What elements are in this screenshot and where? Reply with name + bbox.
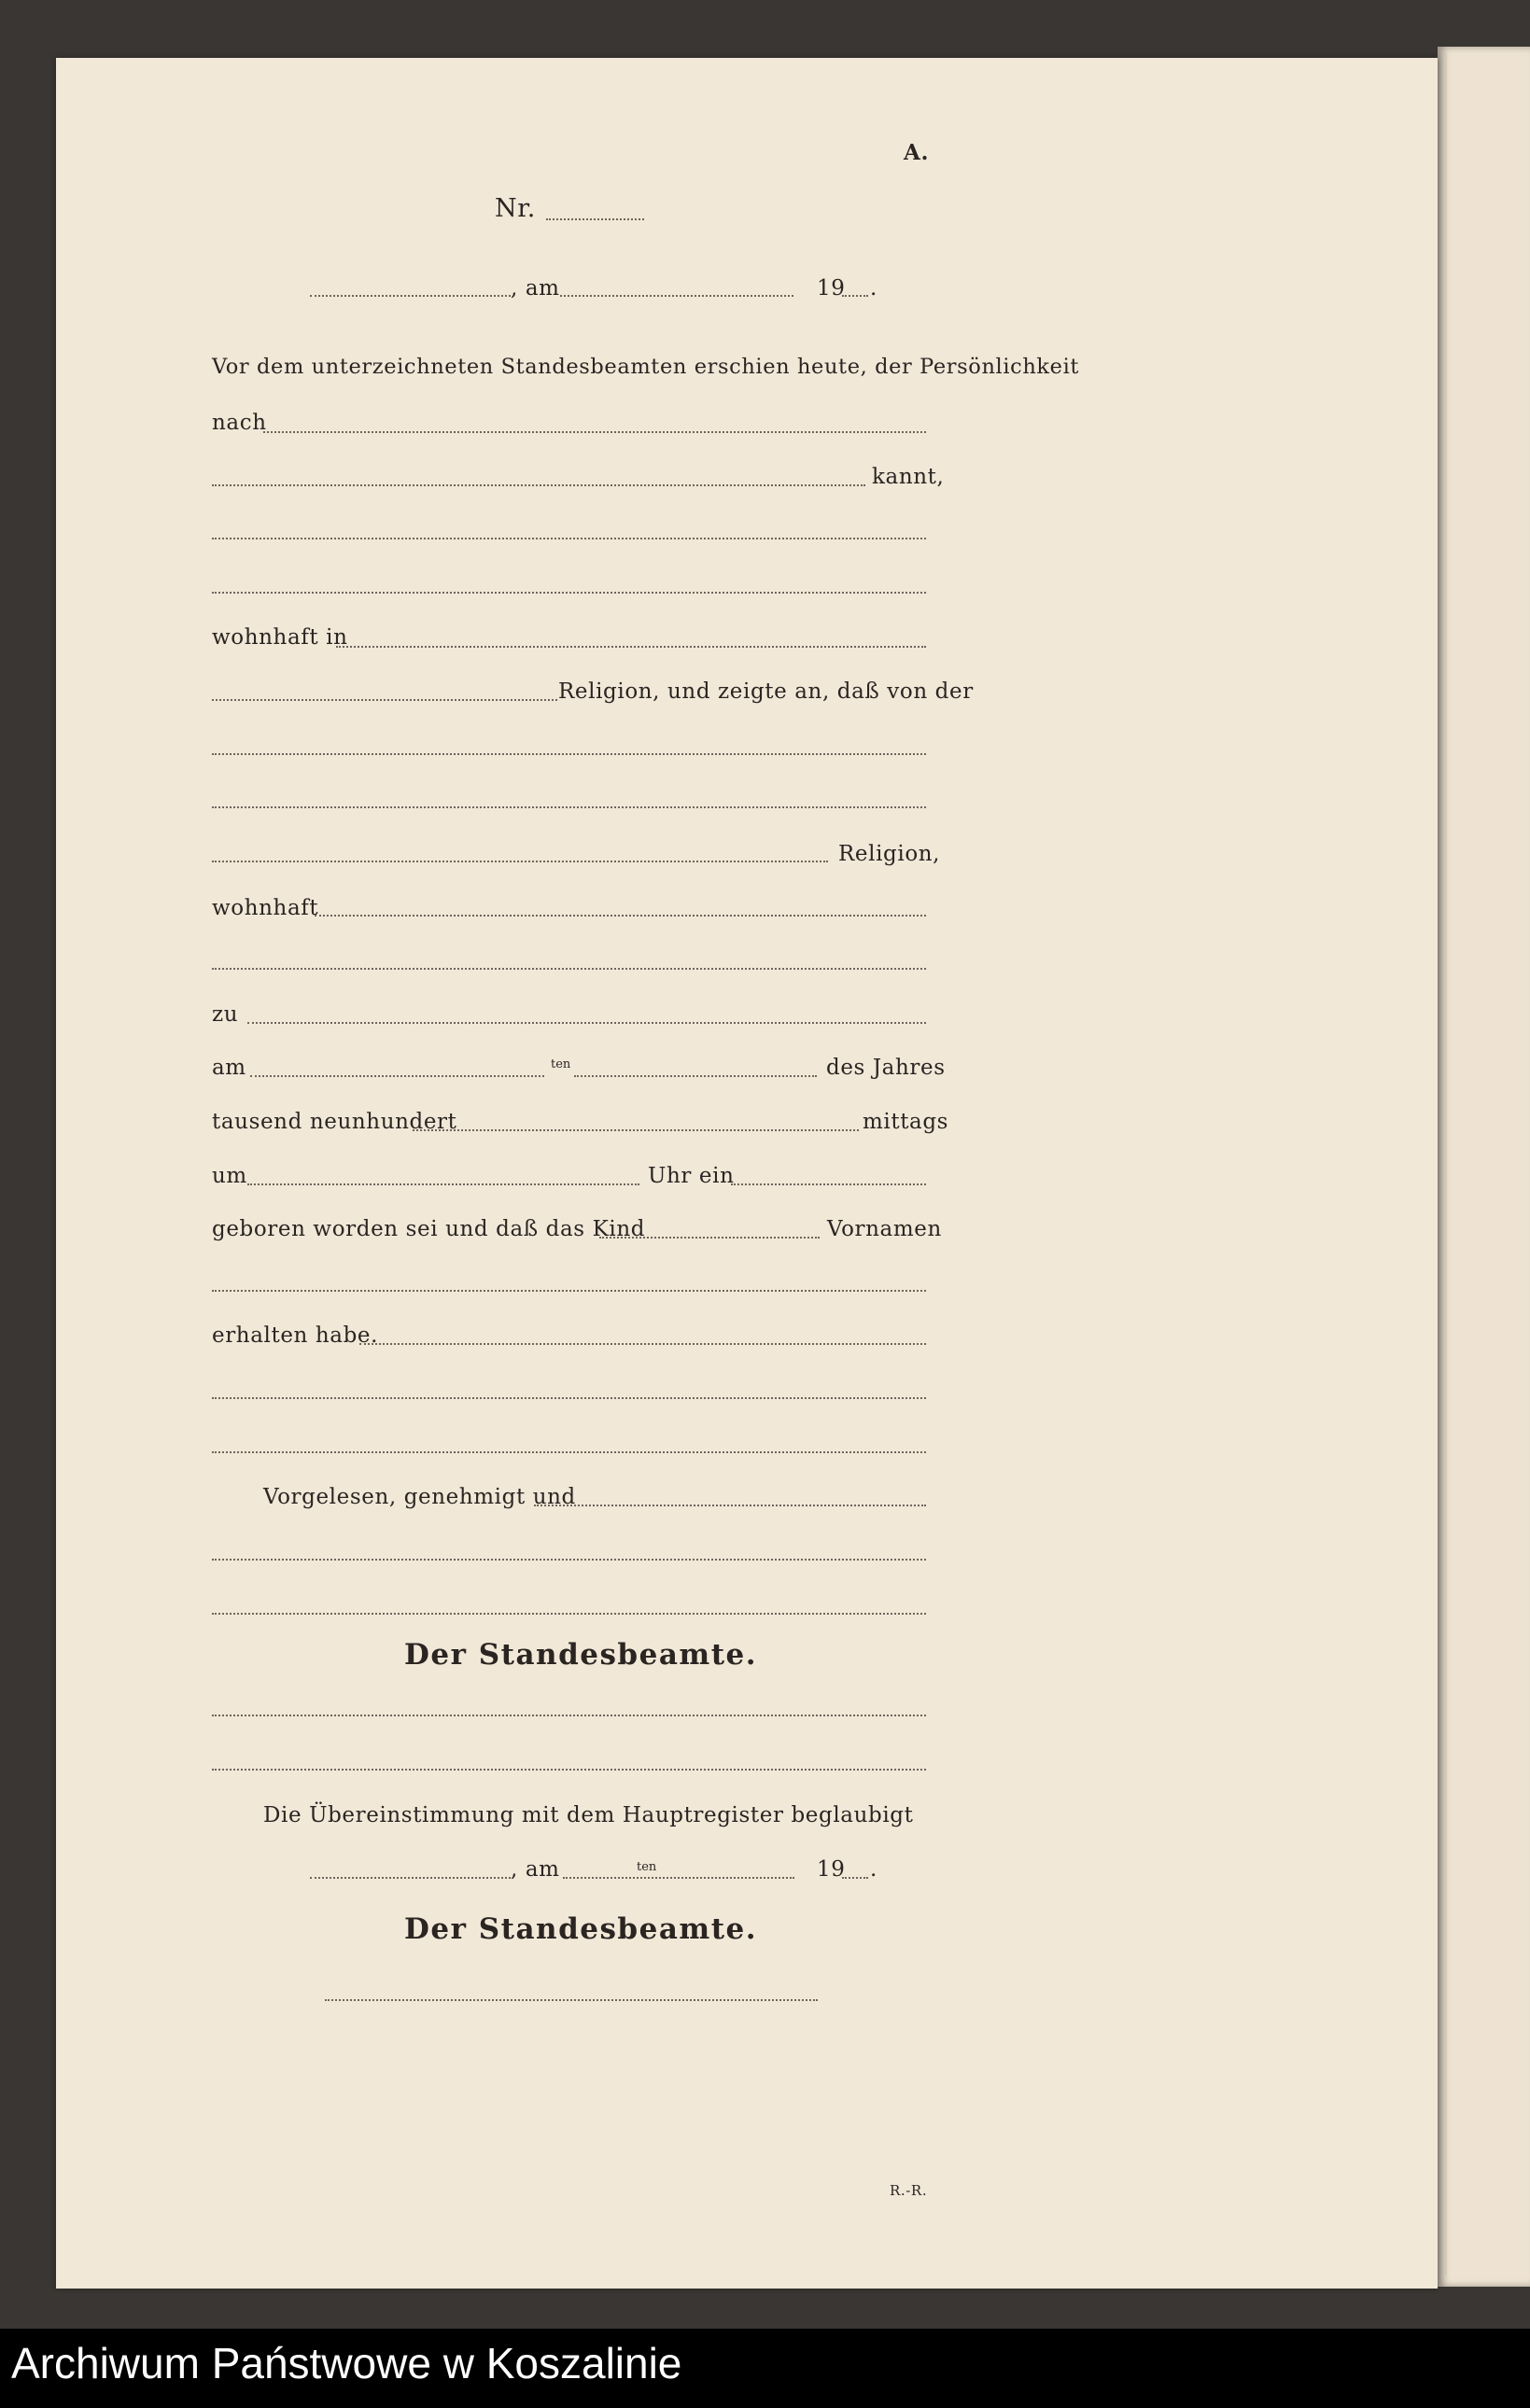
religion-label: Religion, xyxy=(838,842,941,866)
line-vor-dem: Vor dem unterzeichneten Standesbeamten erschien heute, der Persönlichkeit xyxy=(212,355,1080,379)
um-field xyxy=(247,1183,639,1185)
erhalten-label: erhalten habe. xyxy=(212,1323,379,1348)
religion-field-1 xyxy=(212,699,557,701)
vornamen-label: Vornamen xyxy=(827,1217,942,1241)
nach-field xyxy=(263,431,926,433)
year-field-2 xyxy=(842,1877,868,1879)
zu-label: zu xyxy=(212,1002,239,1027)
standesbeamte-heading-1: Der Standesbeamte. xyxy=(404,1638,758,1672)
wohnhaft-in-field xyxy=(336,646,926,648)
vorgelesen-field xyxy=(534,1505,926,1506)
am-day-field xyxy=(250,1075,544,1077)
religion-field-2 xyxy=(212,861,828,862)
geboren-label: geboren worden sei und daß das Kind xyxy=(212,1217,646,1241)
kannt-label: kannt, xyxy=(872,465,945,489)
tausend-label: tausend neunhundert xyxy=(212,1110,457,1134)
uebereinstimmung-label: Die Übereinstimmung mit dem Hauptregister beglaubigt xyxy=(263,1803,914,1827)
ten-label-2: ten xyxy=(637,1860,657,1874)
blank-line-9 xyxy=(212,1559,926,1561)
vorgelesen-label: Vorgelesen, genehmigt und xyxy=(263,1485,576,1509)
year-words-field xyxy=(413,1129,859,1131)
blank-line-5 xyxy=(212,968,926,970)
date-year-label-2: 19 xyxy=(817,1857,846,1882)
nach-label: nach xyxy=(212,411,267,435)
mittags-label: mittags xyxy=(863,1110,949,1134)
nr-field xyxy=(546,218,644,220)
blank-line-10 xyxy=(212,1613,926,1615)
wohnhaft-field xyxy=(315,915,926,917)
am-month-field xyxy=(574,1075,817,1077)
erhalten-field xyxy=(359,1343,926,1345)
date-end: . xyxy=(870,276,877,301)
uhr-ein-label: Uhr ein xyxy=(648,1164,735,1188)
kind-field xyxy=(599,1237,820,1239)
kannt-field xyxy=(212,484,865,486)
nr-label: Nr. xyxy=(495,194,536,223)
date-year-label: 19 xyxy=(817,276,846,301)
blank-line-3 xyxy=(212,753,926,755)
place-field-2 xyxy=(310,1877,511,1879)
zu-field xyxy=(247,1022,926,1024)
year-field xyxy=(842,295,868,297)
form-letter: A. xyxy=(904,140,930,165)
signature-line-2 xyxy=(212,1769,926,1771)
date-end-2: . xyxy=(870,1857,877,1882)
wohnhaft-label: wohnhaft xyxy=(212,896,319,920)
document-page xyxy=(56,58,1438,2289)
date-am-label: , am xyxy=(511,276,560,301)
printer-mark: R.-R. xyxy=(890,2182,928,2199)
blank-line-7 xyxy=(212,1397,926,1399)
blank-line-6 xyxy=(212,1290,926,1292)
blank-line-2 xyxy=(212,592,926,594)
place-field xyxy=(310,295,511,297)
am-label: am xyxy=(212,1056,246,1080)
blank-line-8 xyxy=(212,1451,926,1453)
blank-line-4 xyxy=(212,806,926,808)
ten-label: ten xyxy=(551,1057,571,1071)
religion-zeigte-label: Religion, und zeigte an, daß von der xyxy=(558,679,974,704)
signature-line-1 xyxy=(212,1715,926,1716)
date-field-2 xyxy=(563,1877,794,1879)
blank-line-1 xyxy=(212,538,926,539)
um-label: um xyxy=(212,1164,247,1188)
archive-name: Archiwum Państwowe w Koszalinie xyxy=(11,2339,682,2387)
uhr-field xyxy=(731,1183,926,1185)
date-am-label-2: , am xyxy=(511,1857,560,1882)
page-edge xyxy=(1445,54,1447,2275)
adjacent-page xyxy=(1438,47,1530,2287)
signature-line-3 xyxy=(325,1999,818,2001)
des-jahres-label: des Jahres xyxy=(826,1056,946,1080)
standesbeamte-heading-2: Der Standesbeamte. xyxy=(404,1912,758,1946)
wohnhaft-in-label: wohnhaft in xyxy=(212,625,348,650)
date-field xyxy=(560,295,793,297)
